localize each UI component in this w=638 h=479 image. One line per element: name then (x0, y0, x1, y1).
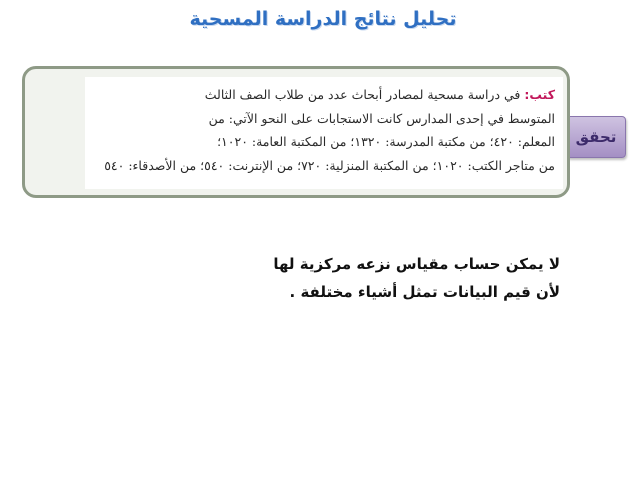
answer-line-1: لا يمكن حساب مقياس نزعه مركزية لها (273, 255, 560, 273)
problem-text (35, 83, 555, 177)
problem-line-1 (35, 83, 555, 107)
badge-label: تحقق (575, 128, 617, 146)
problem-line-1-text: في دراسة مسحية لمصادر أبحاث عدد من طلاب الصف الثالث (204, 87, 525, 102)
problem-line-2: المتوسط في إحدى المدارس كانت الاستجابات على النحو الآتي: من (208, 110, 555, 126)
header (189, 4, 457, 34)
answer-line-2: لأن قيم البيانات تمثل أشياء مختلفة . (289, 283, 560, 301)
answer-text (140, 250, 560, 306)
check-badge (566, 116, 626, 158)
problem-keyword: كتب: (524, 87, 555, 102)
problem-line-3: المعلم: ٤٢٠؛ من مكتبة المدرسة: ١٣٢٠؛ من المكتبة العامة: ١٠٢٠؛ (217, 134, 555, 149)
problem-line-4: من متاجر الكتب: ١٠٢٠؛ من المكتبة المنزلية: ٧٢٠؛ من الإنترنت: ٥٤٠؛ من الأصدقاء: ٥٤٠ (104, 157, 555, 173)
problem-card (22, 66, 570, 198)
page-title: تحليل نتائج الدراسة المسحية (189, 8, 457, 30)
